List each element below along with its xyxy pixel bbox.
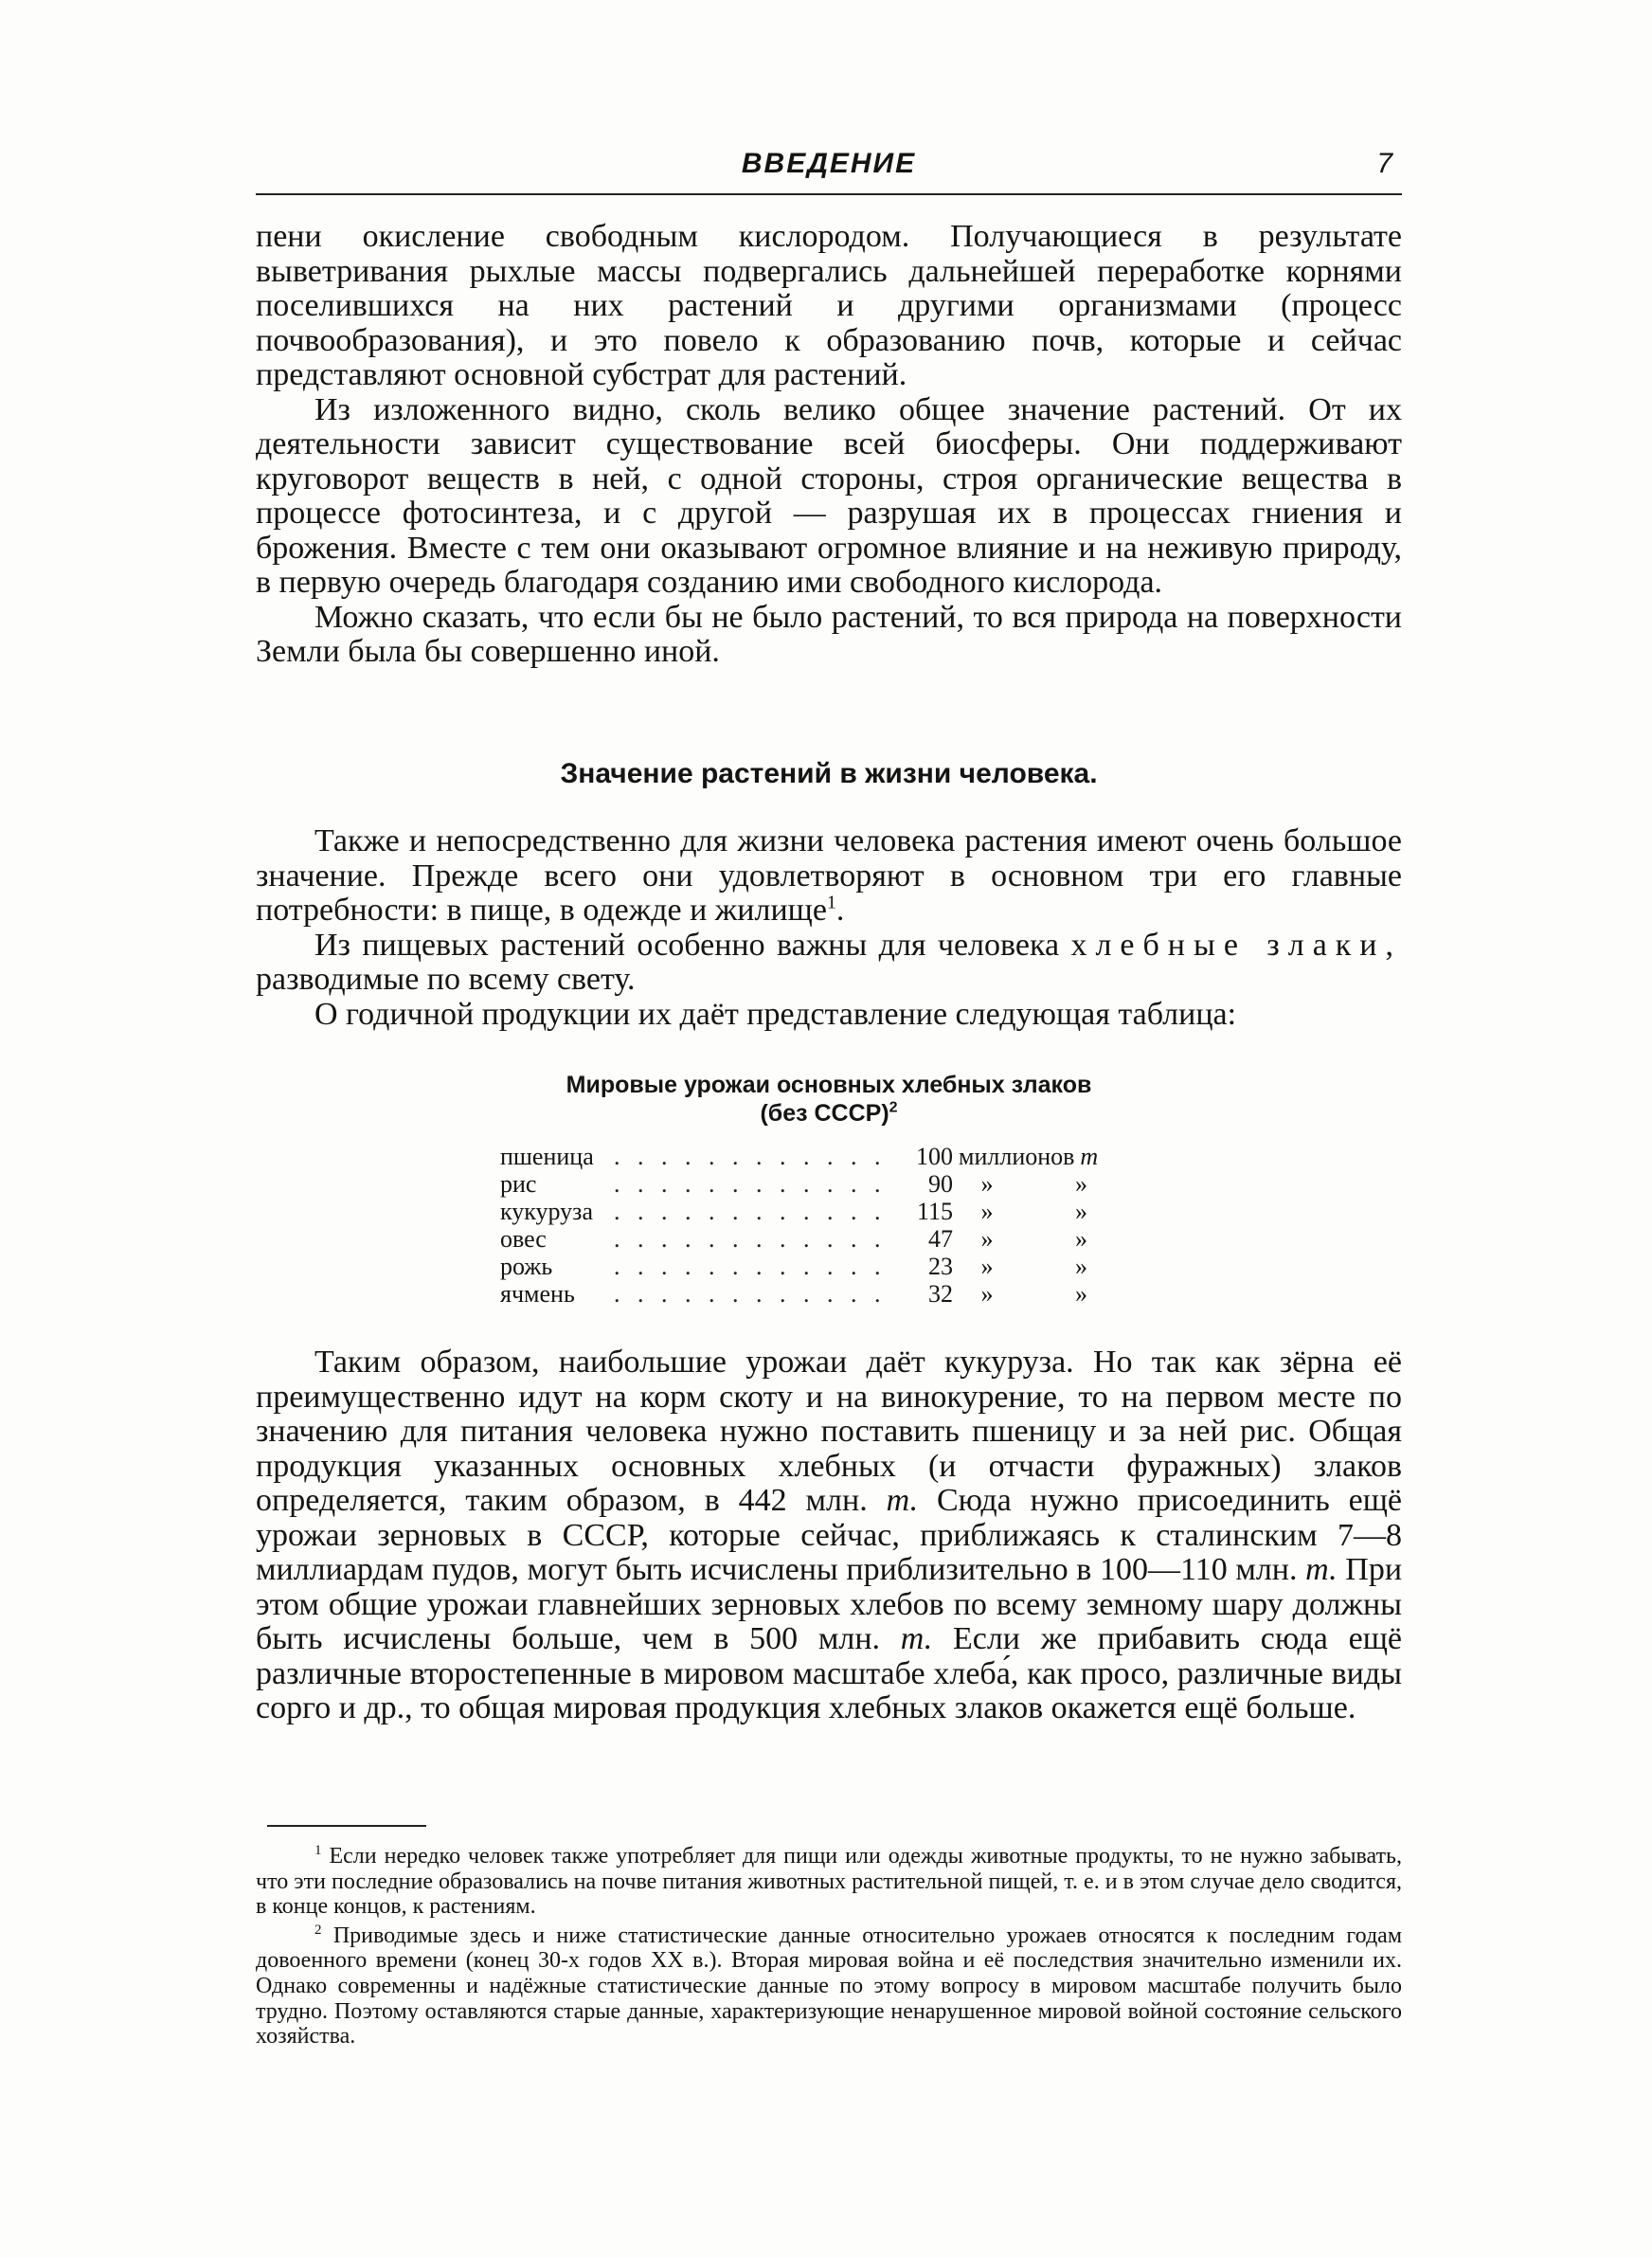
paragraph-5-spaced: хлебные злаки, [1070,927,1402,963]
table-caption [256,1071,1402,1128]
footnote-2-text: Приводимые здесь и ниже статистические данные относительно урожаев относятся к последним годам довоенного времени (конец 30-х годов XX в.). Вторая мировая война и её последствия значительно изменили их. Однако современны и надёжные статистические данные по этому вопросу в мировом масштабе получить было трудно. Поэтому оставляются старые данные, характеризующие ненарушенное мировой войной состояние сельского хозяйства. [256,1923,1403,2049]
unit-t-1: т. [886,1483,919,1518]
paragraph-4-end: . [835,893,845,928]
leader-dots [614,1253,898,1280]
footnote-ref-2: 2 [889,1099,898,1116]
page-number: 7 [1376,148,1392,179]
crop-value: 23 [928,1253,953,1280]
footnote-separator [267,1825,426,1827]
table-caption-line1: Мировые урожаи основных хлебных злаков [566,1072,1092,1098]
unit-text: миллионов [959,1143,1075,1170]
harvest-table [500,1143,1163,1308]
leader-dots [614,1225,898,1253]
crop-name: рожь [500,1253,553,1280]
footnotes [256,1844,1402,2053]
paragraph-5-end: разводимые по всему свету. [256,962,636,997]
crop-name: ячмень [500,1280,575,1308]
crop-name: овес [500,1225,547,1253]
table-caption-text: (без СССР) [760,1100,889,1127]
paragraph-2: Из изложенного видно, сколь велико общее значение растений. От их деятельности зависит существование всей биосферы. Они поддерживают круговорот веществ в ней, с одной стороны, строя органические вещества в процессе фотосинтеза, и с другой — разрушая их в процессах гниения и брожения. Вместе с тем они оказывают огромное влияние и на неживую природу, в первую очередь благодаря созданию ими свободного кислорода. [256,391,1402,600]
section-heading: Значение растений в жизни человека. [560,758,1098,789]
crop-name: пшеница [500,1143,594,1170]
paragraph-4-text: Также и непосредственно для жизни человека растения имеют очень большое значение. Прежде всего они удовлетворяют в основном три его главные потребности: в пище, в одежде и жилище [256,823,1402,928]
paragraph-7-c: При этом общие урожаи главнейших зерновых хлебов по всему земному шару должны быть исчислены больше, чем в 500 млн. [256,1552,1403,1656]
paragraph-7 [256,1345,1402,1726]
paragraph-4 [256,824,1402,929]
paragraph-3: Можно сказать, что если бы не было растений, то вся природа на поверхности Земли была бы совершенно иной. [256,599,1402,669]
crop-value: 100 [916,1143,953,1170]
table-row [500,1198,1163,1225]
intro-text [256,220,1402,670]
table-row [500,1280,1163,1308]
footnote-ref-1: 1 [826,892,836,913]
ditto-mark: » [1075,1225,1087,1253]
crop-name: рис [500,1170,537,1198]
ditto-mark: » [1075,1170,1087,1198]
ditto-mark: » [980,1253,994,1280]
ditto-mark: » [980,1198,994,1225]
table-row [500,1170,1163,1198]
ditto-mark: » [980,1225,994,1253]
crop-value: 47 [928,1225,953,1253]
footnote-2-mark: 2 [314,1922,322,1938]
ditto-mark: » [1075,1198,1087,1225]
ditto-mark: » [980,1170,994,1198]
paragraph-7-b: Сюда нужно присоединить ещё урожаи зерновых в СССР, которые сейчас, приближаясь к сталинским 7—8 миллиардам пудов, могут быть исчислены приблизительно в 100—110 млн. [256,1483,1403,1587]
table-caption-line2 [256,1099,1402,1128]
ditto-mark: » [1075,1280,1087,1308]
footnote-1 [256,1844,1402,1920]
table-row [500,1253,1163,1280]
paragraph-5 [256,929,1402,998]
paragraph-5-start: Из пищевых растений особенно важны для человека [314,927,1060,963]
leader-dots [614,1143,898,1170]
unit-t-2: т. [1305,1552,1338,1587]
crop-value: 90 [928,1170,953,1198]
unit-label [953,1143,1099,1170]
paragraph-7-d: Если же прибавить сюда ещё различные второстепенные в мировом масштабе хлеба́, как просо, различные виды сорго и др., то общая мировая продукция хлебных злаков окажется ещё больше. [256,1621,1402,1725]
footnote-1-mark: 1 [314,1843,322,1858]
crop-value: 115 [916,1198,953,1225]
unit-t-3: т. [900,1621,933,1656]
table-row [500,1225,1163,1253]
leader-dots [614,1198,898,1225]
footnote-1-text: Если нередко человек также употребляет для пищи или одежды животные продукты, то не нужно забывать, что эти последние образовались на почве питания животных растительной пищей, т. е. и в этом случае дело сводится, в конце концов, к растениям. [256,1844,1402,1920]
running-header [256,142,1402,195]
paragraph-1: пени окисление свободным кислородом. Получающиеся в результате выветривания рыхлые массы подвергались дальнейшей переработке корнями поселившихся на них растений и другими организмами (процесс почвообразования), и это повело к образованию почв, которые и сейчас представляют основной субстрат для растений. [256,219,1402,392]
footnote-2 [256,1923,1402,2049]
section-text [256,824,1402,1032]
analysis-text [256,1345,1402,1726]
crop-name: кукуруза [500,1198,593,1225]
leader-dots [614,1280,898,1308]
running-title: ВВЕДЕНИЕ [741,148,917,179]
unit-t: т [1080,1143,1099,1170]
crop-value: 32 [928,1280,953,1308]
table-row [500,1143,1163,1170]
ditto-mark: » [1075,1253,1087,1280]
paragraph-6: О годичной продукции их даёт представление следующая таблица: [314,996,1237,1032]
leader-dots [614,1170,898,1198]
paragraph-7-a: Таким образом, наибольшие урожаи даёт кукуруза. Но так как зёрна её преимущественно идут на корм скоту и на винокурение, то на первом месте по значению для питания человека нужно поставить пшеницу и за ней рис. Общая продукция указанных основных хлебных (и отчасти фуражных) злаков определяется, таким образом, в 442 млн. [256,1345,1402,1518]
ditto-mark: » [980,1280,994,1308]
